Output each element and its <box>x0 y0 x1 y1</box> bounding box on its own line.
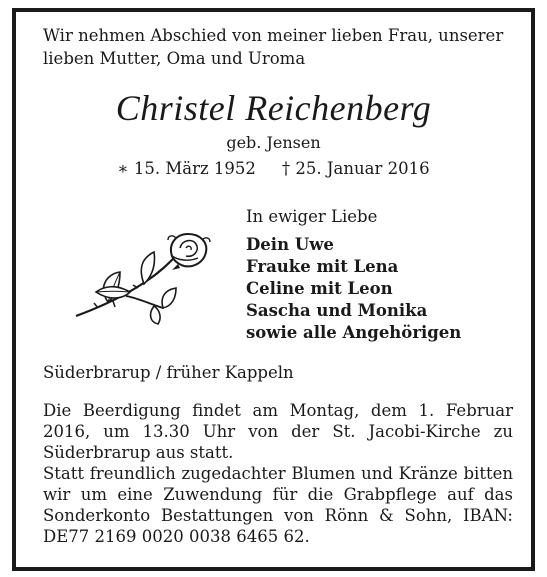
list-item: Dein Uwe <box>246 235 334 254</box>
list-item: sowie alle Angehörigen <box>246 323 462 342</box>
rose-icon <box>68 228 218 328</box>
list-item: Celine mit Leon <box>246 279 393 298</box>
list-item: Frauke mit Lena <box>246 257 399 276</box>
intro-text: Wir nehmen Abschied von meiner lieben Frau, unserer lieben Mutter, Oma und Uroma <box>43 26 504 68</box>
place-line: Süderbrarup / früher Kappeln <box>43 363 294 382</box>
obituary-notice <box>12 8 535 571</box>
in-love-line: In ewiger Liebe <box>246 207 378 226</box>
birth-date: ∗ 15. März 1952 <box>117 159 256 178</box>
life-dates <box>16 159 531 178</box>
list-item: Sascha und Monika <box>246 301 428 320</box>
funeral-paragraph: Die Beerdigung findet am Montag, dem 1. Februar 2016, um 13.30 Uhr von der St. Jacobi-Kirche zu Süderbrarup aus statt. <box>43 401 513 462</box>
birth-name: geb. Jensen <box>226 133 321 152</box>
deceased-name: Christel Reichenberg <box>115 88 432 128</box>
mourners-list <box>246 234 461 344</box>
donation-paragraph: Statt freundlich zugedachter Blumen und Kränze bitten wir um eine Zuwendung für die Grabpflege auf das Sonderkonto Bestattungen von Rönn & Sohn, IBAN: DE77 2169 0020 0038 6465 62. <box>43 464 513 546</box>
death-date: † 25. Januar 2016 <box>281 159 430 178</box>
